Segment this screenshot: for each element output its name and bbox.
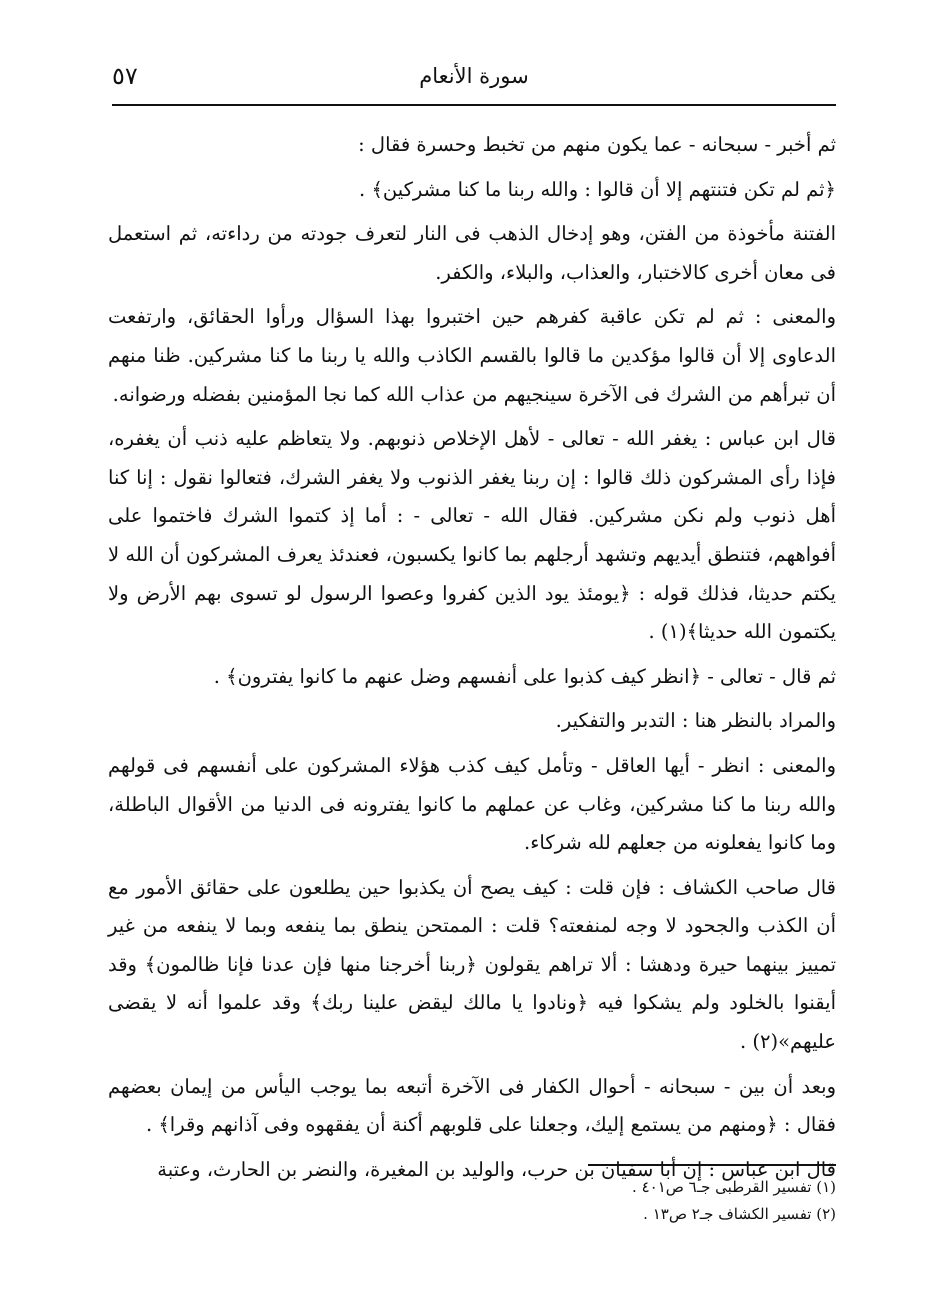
paragraph: الفتنة مأخوذة من الفتن، وهو إدخال الذهب فى النار لتعرف جودته من رداءته، ثم استعمل فى معان أخرى كالاختبار، والعذاب، والبلاء، والكفر. <box>108 222 836 284</box>
main-text <box>108 126 836 1195</box>
paragraph: قال صاحب الكشاف : فإن قلت : كيف يصح أن يكذبوا حين يطلعون على حقائق الأمور مع أن الكذب والجحود لا وجه لمنفعته؟ قلت : الممتحن ينطق بما ينفعه وبما لا ينفعه من غير تمييز بينهما حيرة ودهشا : ألا تراهم يقولون ﴿ربنا أخرجنا منها فإن عدنا فإنا ظالمون﴾ وقد أيقنوا بالخلود ولم يشكوا فيه ﴿ونادوا يا مالك ليقض علينا ربك﴾ وقد علموا أنه لا يقضى عليهم»(٢) . <box>108 875 836 1054</box>
running-title: سورة الأنعام <box>419 64 529 88</box>
paragraph: ثم أخبر - سبحانه - عما يكون منهم من تخبط وحسرة فقال : <box>358 133 836 156</box>
paragraph: ثم قال - تعالى - ﴿انظر كيف كذبوا على أنفسهم وضل عنهم ما كانوا يفترون﴾ . <box>213 664 836 688</box>
paragraph: وبعد أن بين - سبحانه - أحوال الكفار فى الآخرة أتبعه بما يوجب اليأس من إيمان بعضهم فقال : ﴿ومنهم من يستمع إليك، وجعلنا على قلوبهم أكنة أن يفقهوه وفى آذانهم وقرا﴾ . <box>108 1074 836 1137</box>
header-rule <box>112 104 836 106</box>
footnotes <box>460 1174 836 1228</box>
footnote-rule <box>588 1164 836 1166</box>
page-header <box>112 58 836 98</box>
page-number: ٥٧ <box>112 62 138 90</box>
paragraph: ﴿ثم لم تكن فتنتهم إلا أن قالوا : والله ربنا ما كنا مشركين﴾ . <box>359 177 836 201</box>
paragraph: والمراد بالنظر هنا : التدبر والتفكير. <box>555 709 836 733</box>
paragraph: قال ابن عباس : يغفر الله - تعالى - لأهل الإخلاص ذنوبهم. ولا يتعاظم عليه ذنب أن يغفره، فإذا رأى المشركون ذلك قالوا : إن ربنا يغفر الذنوب ولا يغفر الشرك، فتعالوا نقول : إنا كنا أهل ذنوب ولم نكن مشركين. فقال الله - تعالى - : أما إذ كتموا الشرك فاختموا على أفواههم، فتنطق أيديهم وتشهد أرجلهم بما كانوا يكسبون، فعندئذ يعرف المشركون أن الله لا يكتم حديثا، فذلك قوله : ﴿يومئذ يود الذين كفروا وعصوا الرسول لو تسوى بهم الأرض ولا يكتمون الله حديثا﴾(١) . <box>108 427 836 644</box>
paragraph: والمعنى : انظر - أيها العاقل - وتأمل كيف كذب هؤلاء المشركون على أنفسهم فى قولهم والله ربنا ما كنا مشركين، وغاب عن عملهم ما كانوا يفترونه فى الدنيا من الأقوال الباطلة، وما كانوا يفعلونه من جعلهم لله شركاء. <box>108 753 836 855</box>
paragraph: والمعنى : ثم لم تكن عاقبة كفرهم حين اختبروا بهذا السؤال ورأوا الحقائق، وارتفعت الدعاوى إلا أن قالوا مؤكدين ما قالوا بالقسم الكاذب والله يا ربنا ما كنا مشركين. ظنا منهم أن تبرأهم من الشرك فى الآخرة سينجيهم من عذاب الله كما نجا المؤمنين بفضله ورضوانه. <box>108 305 836 406</box>
footnote: (٢) تفسير الكشاف جـ٢ ص١٣ . <box>643 1205 836 1223</box>
footnote: (١) تفسير القرطبى جـ٦ ص٤٠١ . <box>632 1178 836 1196</box>
paragraph: قال ابن عباس : إن أبا سفيان بن حرب، والوليد بن المغيرة، والنضر بن الحارث، وعتبة <box>157 1157 836 1181</box>
